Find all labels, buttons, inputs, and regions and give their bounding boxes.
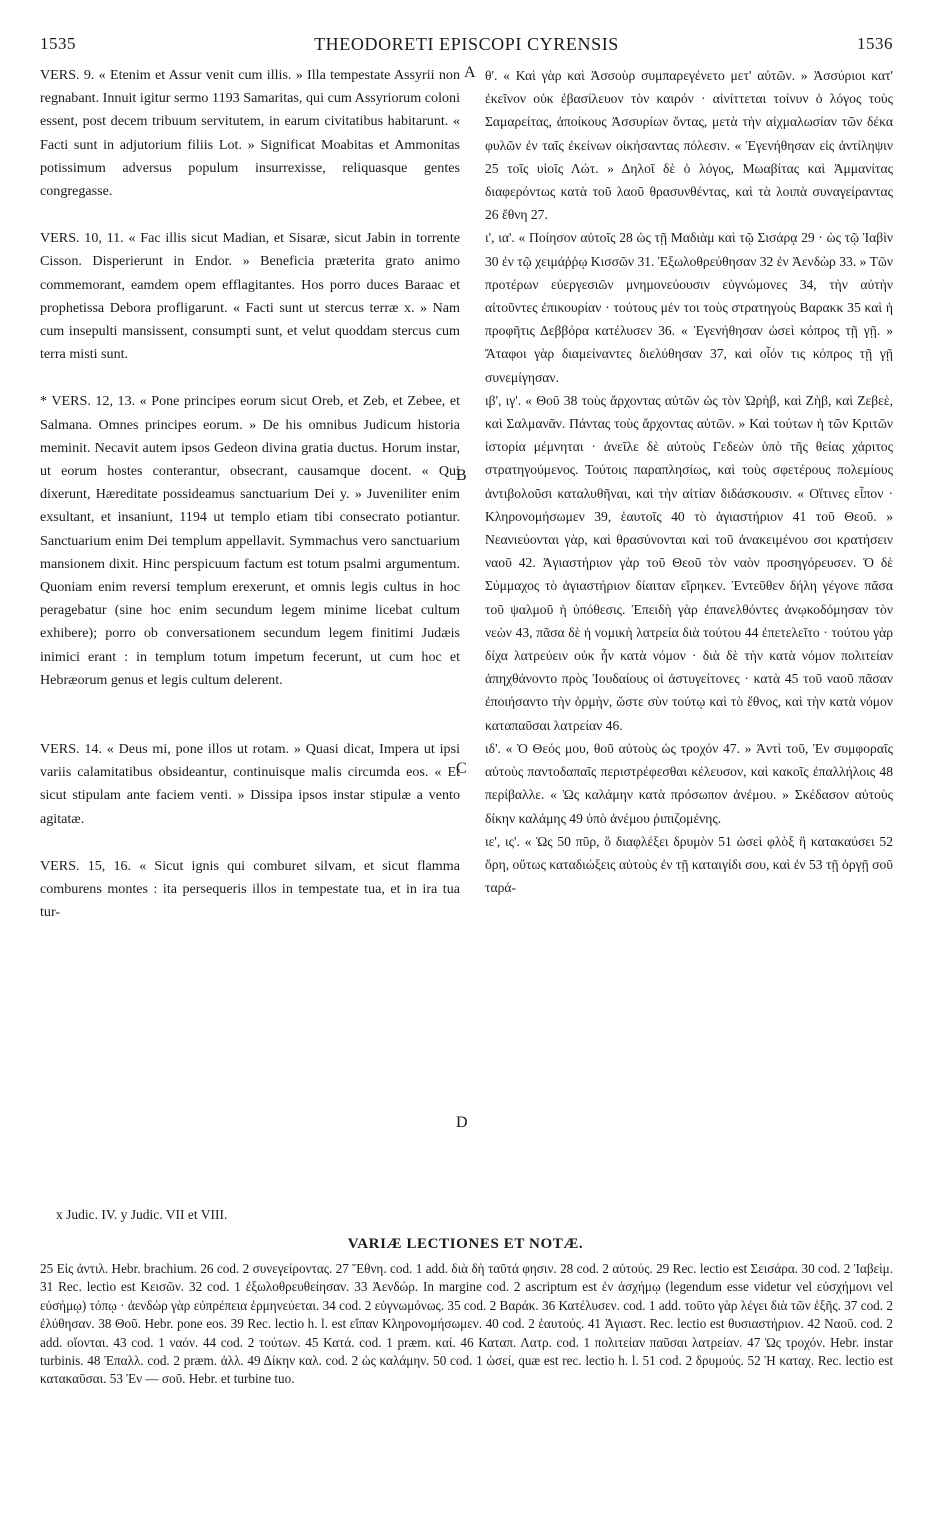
- margin-letter-c: C: [456, 760, 467, 777]
- greek-column: [485, 64, 893, 899]
- margin-letter-b: B: [456, 467, 467, 484]
- page-number-left: 1535: [40, 34, 76, 53]
- notes-heading: VARIÆ LECTIONES ET NOTÆ.: [347, 1236, 584, 1252]
- latin-paragraph: VERS. 15, 16. « Sicut ignis qui comburet silvam, et sicut flamma comburens montes : ita persequeris illos in tempestate tua, et in ira tua tur-: [40, 857, 460, 921]
- running-title: THEODORETI EPISCOPI CYRENSIS: [314, 34, 619, 54]
- latin-paragraph: VERS. 10, 11. « Fac illis sicut Madian, et Sisaræ, sicut Jabin in torrente Cisson. Disperierunt in Endor. » Beneficia præterita grato animo commemorant, eamdem opem efflagitantes. Hos porro duces Baraac et prophetissa Debora profligarunt. « Facti sunt ut stercus terræ x. » Nam cum insepulti mansissent, consumpti sunt, et velut quoddam stercus cum terra misti sunt.: [40, 230, 460, 363]
- greek-paragraph: ιβ', ιγ'. « Θοῦ 38 τοὺς ἄρχοντας αὐτῶν ὡς τὸν Ὠρὴβ, καὶ Ζὴβ, καὶ Ζεβεὲ, καὶ Σαλμανᾶν. Πάντας τοὺς ἄρχοντας αὐτῶν. » Καὶ τούτων ἡ τῶν Κριτῶν ἱστορία μέμνηται · ἀνεῖλε δὲ αὐτοὺς Γεδεὼν ὑπὸ τῆς θείας χάριτος στρατηγούμενος. Τούτοις παραπλησίως, καὶ τοὺς σφετέρους πολεμίους ἀντιβολοῦσι καταλυθῆναι, καὶ τὴν αἰτίαν διδάσκουσιν. « Οἵτινες εἶπον · Κληρονομήσωμεν 39, ἑαυτοῖς 40 τὸ ἁγιαστήριον 41 τοῦ Θεοῦ. » Νεανιεύονται γὰρ, καὶ θρασύνονται καὶ τοῦ ἀνακειμένου σοι κρατήσειν ναοῦ 42. Ἁγιαστήριον γὰρ τοῦ Θεοῦ τὸν ναὸν προσηγόρευσεν. Ὁ δὲ Σύμμαχος τὸ ἁγιαστήριον δίαιταν εἴρηκεν. Ἐντεῦθεν δήλη γέγονε πᾶσα τοῦ ψαλμοῦ ἡ ὑπόθεσις. Ἐπειδὴ γὰρ ἐπανελθόντες ἀνῳκοδόμησαν τὸν νεὼν 43, πᾶσα δὲ ἡ νομικὴ λατρεία διὰ τούτου 44 ἐπετελεῖτο · τούτου γὰρ δίχα λατρεύειν οὐκ ἦν κατὰ νόμον · διὰ δὲ τὴν κατὰ νόμον πολιτείαν ἀπηχθάνοντο πρὸς Ἰουδαίους οἱ ἀστυγείτονες · κατὰ 45 τοῦ ναοῦ πᾶσαν ἐποιήσαντο τὴν ὁρμὴν, ὥστε σὺν τούτῳ καὶ τὸ ἔθνος, καὶ τὴν κατὰ νόμον καταπαῦσαι λατρείαν 46.: [485, 392, 893, 733]
- page-number-right: 1536: [857, 34, 893, 53]
- latin-paragraph: VERS. 9. « Etenim et Assur venit cum illis. » Illa tempestate Assyrii non regnabant. Innuit igitur sermo 1193 Samaritas, qui cum Assyriorum coloni essent, post decem tribuum servitutem, in earum civitatibus habitarunt. « Facti sunt in adjutorium filiis Lot. » Significat Moabitas et Ammonitas potissimum adversus populum insurrexisse, reliquasque gentes congregasse.: [40, 67, 460, 200]
- greek-paragraph: ιδ'. « Ὁ Θεός μου, θοῦ αὐτοὺς ὡς τροχόν 47. » Ἀντὶ τοῦ, Ἐν συμφοραῖς αὐτοὺς παντοδαπαῖς περιστρέφεσθαι κέλευσον, καὶ κακοῖς ἐπαλλήλοις 48 περίβαλλε. « Ὡς καλάμην κατὰ πρόσωπον ἀνέμου. » Σκέδασον αὐτοὺς δίκην καλάμης 49 ὑπὸ ἀνέμου ῥιπιζομένης.: [485, 740, 893, 826]
- greek-paragraph: ιε', ις'. « Ὡς 50 πῦρ, ὃ διαφλέξει δρυμὸν 51 ὡσεὶ φλὸξ ἣ κατακαύσει 52 ὄρη, οὕτως καταδιώξεις αὐτοὺς ἐν τῇ καταιγίδι σου, καὶ ἐν 53 τῇ ὀργῇ σοῦ ταρά-: [485, 833, 893, 896]
- latin-paragraph: VERS. 14. « Deus mi, pone illos ut rotam. » Quasi dicat, Impera ut ipsi variis calamitatibus obsideantur, continuisque malis circumda eos. « Et sicut stipulam ante faciem venti. » Dissipa ipsos instar stipulæ a vento agitatæ.: [40, 741, 460, 827]
- latin-column: [40, 64, 460, 925]
- greek-paragraph: θ'. « Καὶ γὰρ καὶ Ἀσσοὺρ συμπαρεγένετο μετ' αὐτῶν. » Ἀσσύριοι κατ' ἐκεῖνον οὐκ ἐβασίλευον τὸν καιρόν · αἰνίττεται τοίνυν ὁ λόγος τοὺς Σαμαρείτας, ἀποίκους Ἀσσυρίων ὄντας, μετὰ τὴν αἰχμαλωσίαν τῶν δέκα φυλῶν ἐν ταῖς ἐκείνων οἰκήσαντας πόλεσιν. « Ἐγενήθησαν εἰς ἀντίληψιν 25 τοῖς υἱοῖς Λώτ. » Δηλοῖ δὲ ὁ λόγος, Μωαβίτας καὶ Ἀμμανίτας διαφερόντως κατὰ τοῦ λαοῦ θρασυνθέντας, καὶ τὰ λοιπὰ συναγείραντας 26 ἔθνη 27.: [485, 68, 893, 223]
- latin-paragraph: * VERS. 12, 13. « Pone principes eorum sicut Oreb, et Zeb, et Zebee, et Salmana. Omnes principes eorum. » De his omnibus Judicum historia meminit. Necavit autem ipsos Gedeon divina gratia ductus. Horum instar, ut eorum hostes conterantur, obsecrant, causamque docent. « Qui dixerunt, Hæreditate possideamus sanctuarium Dei y. » Juveniliter enim exsultant, et insaniunt, 1194 ut templo etiam tibi consecrato potiantur. Sanctuarium enim Dei templum appellavit. Symmachus vero sanctuarium mansionem dixit. Hinc perspicuum factum est totum psalmi argumentum. Quoniam enim reversi templum erexerunt, et omnis legis cultus in hoc peragebatur (sine hoc enim secundum legem minime licebat cultum exhibere); porro ob conversationem secundum legem finitimi Judæis inimici erant : in templum totum impetum fecerunt, ut cum hoc et Hebræorum genus et legis cultum delerent.: [40, 393, 460, 688]
- margin-letter-d: D: [456, 1114, 468, 1131]
- variant-readings-notes: 25 Εἰς ἀντιλ. Hebr. brachium. 26 cod. 2 συνεγείροντας. 27 Ἔθνη. cod. 1 add. διὰ δὴ ταῦτά φησιν. 28 cod. 2 αὐτούς. 29 Rec. lectio est Σεισάρα. 30 cod. 2 Ἰαβεὶμ. 31 Rec. lectio est Κεισῶν. 32 cod. 1 ἐξωλοθρευθείησαν. 33 Ἀενδώρ. In margine cod. 2 ascriptum est ἐν ἀσχήμῳ (legendum esse videtur vel εὐσχήμονι vel εὐσήμῳ) τόπῳ · ἀενδὼρ γὰρ εὐπρέπεια ἑρμηνεύεται. 34 cod. 2 εὐγνωμόνως. 35 cod. 2 Βαράκ. 36 Κατέλυσεν. cod. 1 add. τοῦτο γὰρ λέγει διὰ τῶν ἑξῆς. 37 cod. 2 ἐλύθησαν. 38 Θοῦ. Hebr. pone eos. 39 Rec. lectio h. l. est εἴπαν Κληρονομήσωμεν. 40 cod. 2 ἑαυτούς. 41 Ἁγιαστ. Rec. lectio est θυσιαστήριον. 42 Ναοῦ. cod. 2 add. οἴονται. 43 cod. 1 ναόν. 44 cod. 2 τούτων. 45 Κατά. cod. 1 præm. καί. 46 Καταπ. Λατρ. cod. 1 πολιτείαν παῦσαι λατρείαν. 47 Ὡς τροχόν. Hebr. instar turbinis. 48 Ἐπαλλ. cod. 2 præm. ἀλλ. 49 Δίκην καλ. cod. 2 ὡς καλάμην. 50 cod. 1 ὡσεί, quæ est rec. lectio h. l. 51 cod. 2 δρυμούς. 52 Ἡ καταχ. Rec. lectio est κατακαῦσαι. 53 Ἐν — σοῦ. Hebr. et turbine tuo.: [40, 1261, 893, 1387]
- margin-letter-a: A: [464, 64, 476, 81]
- greek-paragraph: ι', ια'. « Ποίησον αὐτοῖς 28 ὡς τῇ Μαδιὰμ καὶ τῷ Σισάρᾳ 29 · ὡς τῷ Ἰαβὶν 30 ἐν τῷ χειμάῤῥῳ Κισσῶν 31. Ἐξωλοθρεύθησαν 32 ἐν Ἀενδὼρ 33. » Τῶν προτέρων εὐεργεσιῶν μνημονεύουσιν εὐγνώμονες 34, τὴν αὐτὴν αἰτοῦντες ἐπικουρίαν · τούτους μέν τοι τοὺς στρατηγοὺς Βαρακκ 35 καὶ ἡ προφῆτις Δεββόρα κατέλυσεν 36. « Ἐγενήθησαν ὡσεὶ κόπρος τῇ γῇ. » Ἄταφοι γὰρ διαμείναντες διελύθησαν 37, καὶ οἷόν τις κόπρος τῇ γῇ συνεμίγησαν.: [485, 230, 893, 385]
- footnote-references: x Judic. IV. y Judic. VII et VIII.: [56, 1207, 228, 1222]
- page-header: [40, 34, 893, 56]
